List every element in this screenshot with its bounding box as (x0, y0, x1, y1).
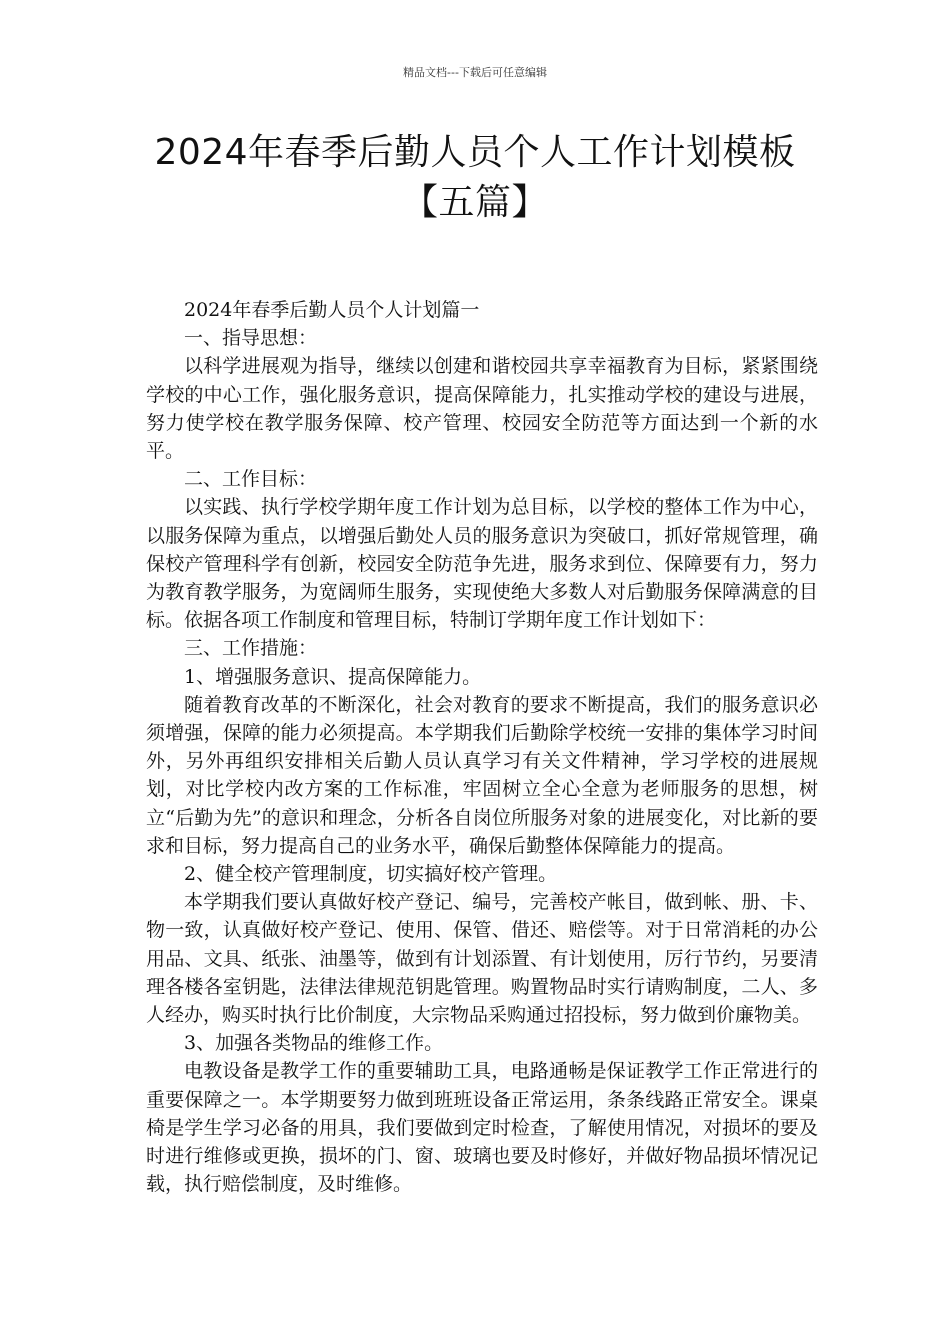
paragraph: 以科学进展观为指导，继续以创建和谐校园共享幸福教育为目标，紧紧围绕学校的中心工作，强化服务意识，提高保障能力，扎实推动学校的建设与进展，努力使学校在教学服务保障、校产管理、校园安全防范等方面达到一个新的水平。 (146, 355, 818, 463)
heading-guiding-ideology: 一、指导思想： (184, 327, 318, 350)
page-header-note: 精品文档---下载后可任意编辑 (403, 66, 547, 79)
section-title: 2024年春季后勤人员个人计划篇一 (184, 299, 480, 321)
paragraph: 电教设备是教学工作的重要辅助工具，电路通畅是保证教学工作正常进行的重要保障之一。本学期要努力做到班班设备正常运用，条条线路正常安全。课桌椅是学生学习必备的用具，我们要做到定时检查，了解使用情况，对损坏的要及时进行维修或更换，损坏的门、窗、玻璃也要及时修好，并做好物品损坏情况记载，执行赔偿制度，及时维修。 (146, 1060, 818, 1196)
document-body (146, 296, 818, 1199)
heading-work-measures: 三、工作措施： (184, 637, 318, 660)
paragraph: 以实践、执行学校学期年度工作计划为总目标，以学校的整体工作为中心，以服务保障为重点，以增强后勤处人员的服务意识为突破口，抓好常规管理，确保校产管理科学有创新，校园安全防范争先进，服务求到位、保障要有力，努力为教育教学服务，为宽阔师生服务，实现使绝大多数人对后勤服务保障满意的目标。依据各项工作制度和管理目标，特制订学期年度工作计划如下： (146, 496, 818, 632)
document-title-line-2: 【五篇】 (401, 182, 548, 223)
paragraph: 随着教育改革的不断深化，社会对教育的要求不断提高，我们的服务意识必须增强，保障的能力必须提高。本学期我们后勤除学校统一安排的集体学习时间外，另外再组织安排相关后勤人员认真学习有关文件精神，学习学校的进展规划，对比学校内改方案的工作标准，牢固树立全心全意为老师服务的思想，树立“后勤为先”的意识和理念，分析各自岗位所服务对象的进展变化，对比新的要求和目标，努力提高自己的业务水平，确保后勤整体保障能力的提高。 (146, 693, 818, 857)
paragraph: 本学期我们要认真做好校产登记、编号，完善校产帐目，做到帐、册、卡、物一致，认真做好校产登记、使用、保管、借还、赔偿等。对于日常消耗的办公用品、文具、纸张、油墨等，做到有计划添置、有计划使用，厉行节约，另要清理各楼各室钥匙，法律法律规范钥匙管理。购置物品时实行请购制度，二人、多人经办，购买时执行比价制度，大宗物品采购通过招投标，努力做到价廉物美。 (146, 891, 818, 1027)
heading-work-goals: 二、工作目标： (184, 468, 318, 491)
document-title-line-1: 2024年春季后勤人员个人工作计划模板 (154, 132, 796, 173)
subheading-measure-3: 3、加强各类物品的维修工作。 (184, 1032, 444, 1055)
subheading-measure-2: 2、健全校产管理制度，切实搞好校产管理。 (184, 863, 558, 886)
subheading-measure-1: 1、增强服务意识、提高保障能力。 (184, 665, 482, 688)
document-title (100, 128, 850, 228)
